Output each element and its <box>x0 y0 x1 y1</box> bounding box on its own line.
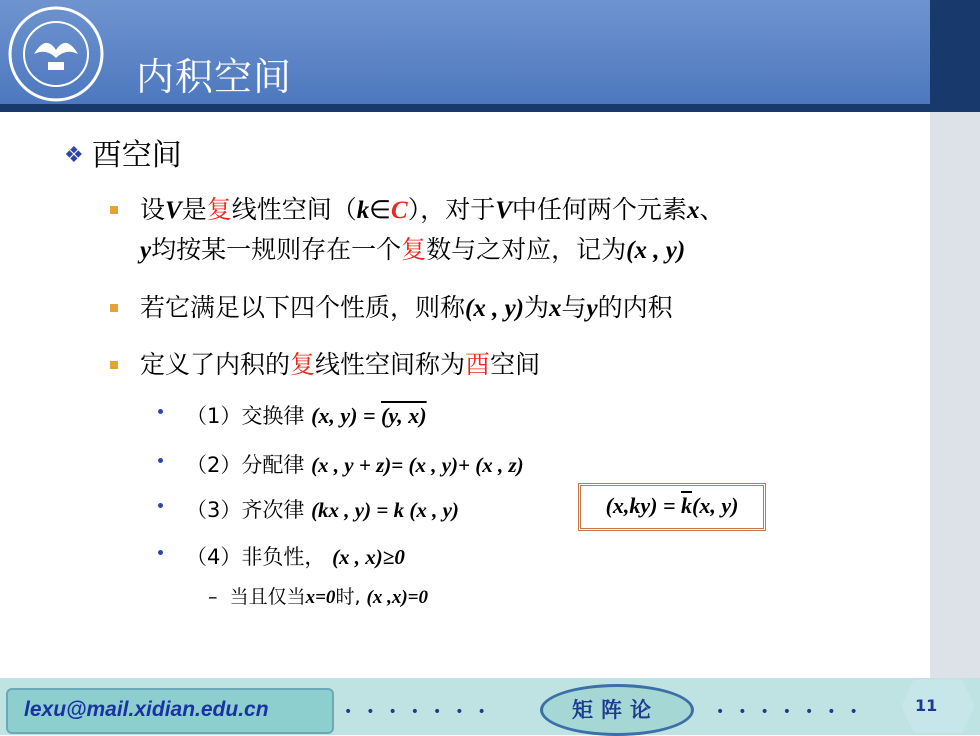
dash-bullet: – <box>208 586 230 608</box>
symbol: ∈ <box>369 195 392 224</box>
square-bullet-icon <box>110 206 118 214</box>
var-c: C <box>391 197 408 224</box>
formula-right: (x, y) <box>692 493 739 518</box>
course-title: 矩阵论 <box>572 697 659 722</box>
page-title: 内积空间 <box>136 55 293 99</box>
inner-product: (x , y) <box>465 295 525 322</box>
var-k: k <box>356 197 370 224</box>
dot-bullet-icon <box>158 550 163 555</box>
bullet-inner-product <box>110 288 673 329</box>
formula: (x , y + z)= (x , y)+ (x , z) <box>311 453 524 477</box>
text: 为 <box>524 293 550 322</box>
bullet-line <box>140 190 724 231</box>
inner-product: (x , y) <box>626 237 686 264</box>
highlight: 复 <box>206 195 232 224</box>
property-line <box>186 498 459 522</box>
property-label: （3）齐次律 <box>186 498 305 522</box>
boxed-formula <box>578 483 766 531</box>
section-heading <box>64 130 182 174</box>
page-number-hexagon-icon <box>900 678 976 735</box>
text: 均按某一规则存在一个 <box>151 235 402 264</box>
author-email[interactable]: lexu@mail.xidian.edu.cn <box>24 698 269 721</box>
formula: (x , x)≥0 <box>332 545 405 569</box>
property-nonnegative <box>158 541 405 571</box>
square-bullet-icon <box>110 361 118 369</box>
var-y: y <box>586 295 598 322</box>
text: 设 <box>140 195 166 224</box>
text: ），对于 <box>407 195 496 224</box>
square-bullet-icon <box>110 304 118 312</box>
dot-bullet-icon <box>158 458 163 463</box>
property-line <box>186 404 427 428</box>
property-distributive <box>158 449 524 479</box>
bullet-line <box>140 230 685 271</box>
formula-conjugate: (y, x) <box>381 403 427 428</box>
text: 的内积 <box>597 293 673 322</box>
var-v: V <box>495 197 512 224</box>
sub-condition <box>208 582 428 609</box>
highlight: 复 <box>290 350 316 379</box>
property-line <box>186 545 405 569</box>
formula-left: (x,ky) = <box>605 493 682 518</box>
header-divider <box>0 104 980 112</box>
highlight: 酉 <box>465 350 491 379</box>
text: 空间 <box>490 350 541 379</box>
text: 数与之对应，记为 <box>426 235 627 264</box>
formula-left: (x, y) = <box>311 403 382 428</box>
property-line <box>186 453 524 477</box>
formula: (kx , y) = k (x , y) <box>311 498 459 522</box>
text: 是 <box>181 195 207 224</box>
var-x: x <box>549 295 562 322</box>
property-commutative <box>158 400 427 430</box>
text: 时, <box>335 586 367 608</box>
var-v: V <box>165 197 182 224</box>
section-heading-text: 酉空间 <box>91 138 182 173</box>
dot-bullet-icon <box>158 409 163 414</box>
property-label: （1）交换律 <box>186 404 305 428</box>
formula <box>311 403 427 428</box>
property-homogeneous <box>158 494 459 524</box>
university-logo-icon <box>4 4 108 104</box>
formula: (x ,x)=0 <box>366 587 429 608</box>
bullet-definition <box>110 190 930 231</box>
bullet-line <box>140 288 673 329</box>
bullet-line <box>140 345 540 385</box>
condition: x=0 <box>305 587 336 608</box>
var-y: y <box>140 237 152 264</box>
text: 线性空间称为 <box>315 350 466 379</box>
footer-dots-right: ••••••• <box>716 704 872 720</box>
bullet-unitary-space <box>110 345 540 385</box>
bullet-definition-cont <box>110 230 685 271</box>
text: 定义了内积的 <box>140 350 291 379</box>
formula-conjugate-k: $\overline{k}$ <box>681 493 693 518</box>
var-x: x <box>686 197 700 224</box>
diamond-bullet-icon: ❖ <box>64 143 84 168</box>
dot-bullet-icon <box>158 503 163 508</box>
right-side-bar <box>930 112 980 678</box>
header-corner-block <box>930 0 980 104</box>
text: 、 <box>699 195 725 224</box>
text: 当且仅当 <box>229 586 306 608</box>
property-label: （2）分配律 <box>186 453 305 477</box>
text: 若它满足以下四个性质，则称 <box>140 293 466 322</box>
text: 与 <box>561 293 587 322</box>
text: 线性空间（ <box>231 195 357 224</box>
highlight: 复 <box>401 235 427 264</box>
page-number: 11 <box>915 696 938 715</box>
footer-dots-left: ••••••• <box>344 704 500 720</box>
property-label: （4）非负性， <box>186 545 326 569</box>
text: 中任何两个元素 <box>511 195 687 224</box>
